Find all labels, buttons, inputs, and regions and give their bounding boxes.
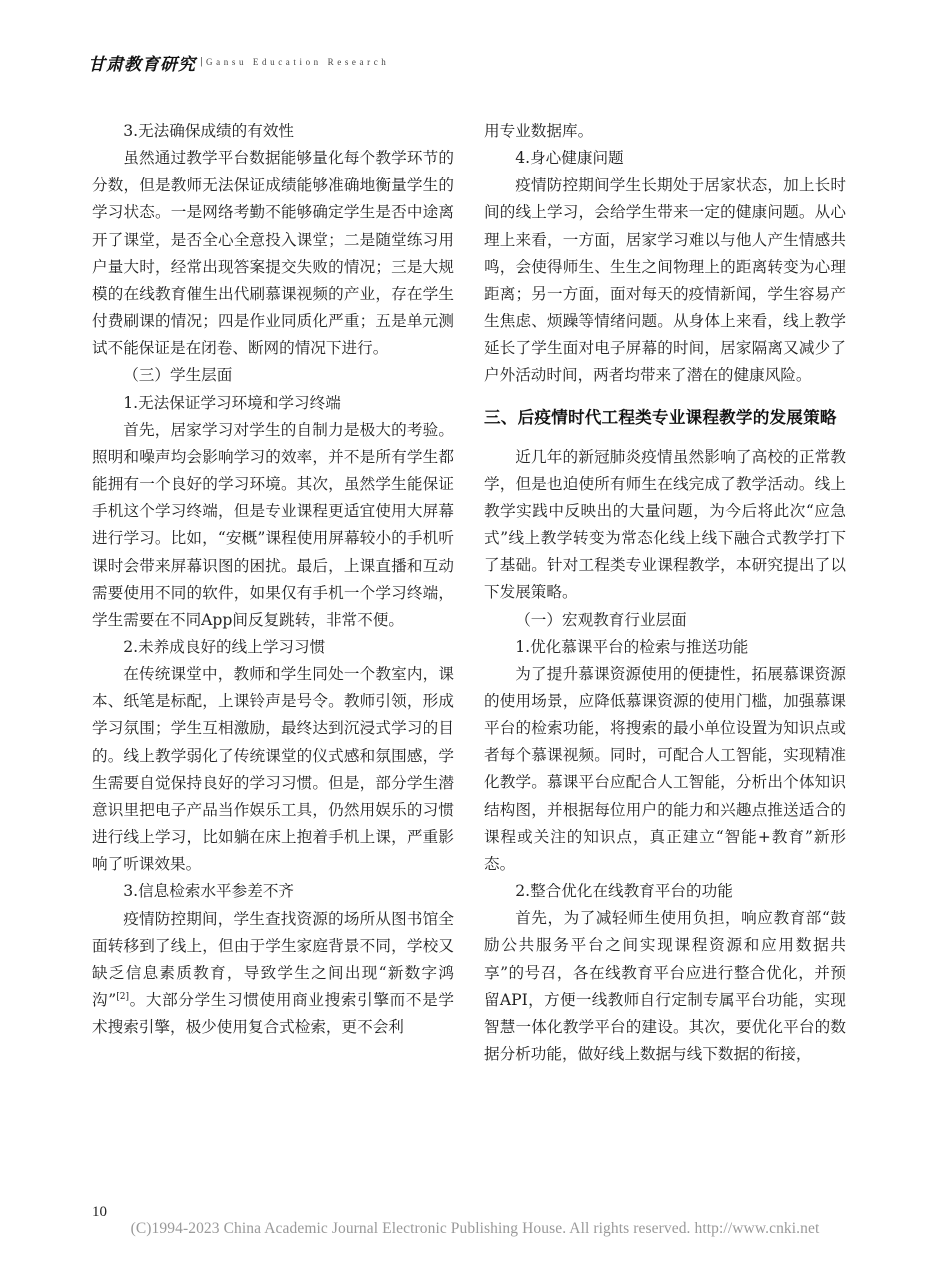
subheading-habits: 2.未养成良好的线上学习习惯: [123, 637, 326, 656]
paragraph-health: 疫情防控期间学生长期处于居家状态，加上长时间的线上学习，会给学生带来一定的健康问题。从心理上来看，一方面，居家学习难以与他人产生情感共鸣，会使得师生、生生之间物理上的距离转变为心理距离；另一方面，面对每天的疫情新闻，学生容易产生焦虑、烦躁等情绪问题。从身体上来看，线上教学延长了学生面对电子屏幕的时间，居家隔离又减少了户外活动时间，两者均带来了潜在的健康风险。: [484, 176, 846, 385]
citation-ref: [2]: [116, 991, 129, 1002]
paragraph-environment: 首先，居家学习对学生的自制力是极大的考验。照明和噪声均会影响学习的效率，并不是所有学生都能拥有一个良好的学习环境。其次，虽然学生能保证手机这个学习终端，但是专业课程更适宜使用大屏幕进行学习。比如，“安概”课程使用屏幕较小的手机听课时会带来屏幕识图的困扰。最后，上课直播和互动需要使用不同的软件，如果仅有手机一个学习终端，学生需要在不同App间反复跳转，非常不便。: [92, 420, 454, 629]
paragraph-retrieval: [92, 906, 454, 1042]
subsection-macro-level: （一）宏观教育行业层面: [515, 610, 687, 629]
paragraph-retrieval-part1: 疫情防控期间，学生查找资源的场所从图书馆全面转移到了线上，但由于学生家庭背景不同，学校又缺乏信息素质教育，导致学生之间出现“新数字鸿沟”: [92, 909, 454, 1009]
subheading-environment: 1.无法保证学习环境和学习终端: [123, 393, 341, 412]
running-header: [88, 50, 389, 74]
page-number: 10: [92, 1204, 107, 1220]
paragraph-retrieval-part2: 。大部分学生习惯使用商业搜索引擎而不是学术搜索引擎，极少使用复合式检索，更不会利: [92, 991, 454, 1037]
subheading-retrieval: 3.信息检索水平参差不齐: [123, 882, 295, 901]
paragraph-habits: 在传统课堂中，教师和学生同处一个教室内，课本、纸笔是标配，上课铃声是号令。教师引领，形成学习氛围；学生互相激励，最终达到沉浸式学习的目的。线上教学弱化了传统课堂的仪式感和氛围感，学生需要自觉保持良好的学习习惯。但是，部分学生潜意识里把电子产品当作娱乐工具，仍然用娱乐的习惯进行线上学习，比如躺在床上抱着手机上课，严重影响了听课效果。: [92, 665, 454, 874]
paragraph-platform-integration: 首先，为了减轻师生使用负担，响应教育部“鼓励公共服务平台之间实现课程资源和应用数据共享”的号召，各在线教育平台应进行整合优化，并预留API，方便一线教师自行定制专属平台功能，实现智慧一体化教学平台的建设。其次，要优化平台的数据分析功能，做好线上数据与线下数据的衔接，: [484, 909, 846, 1063]
right-column: [484, 118, 846, 1068]
paragraph-mooc-search: 为了提升慕课资源使用的便捷性，拓展慕课资源的使用场景，应降低慕课资源的使用门槛，加强慕课平台的检索功能，将搜索的最小单位设置为知识点或者每个慕课视频。同时，可配合人工智能，实现精准化教学。慕课平台应配合人工智能，分析出个体知识结构图，并根据每位用户的能力和兴趣点推送适合的课程或关注的知识点，真正建立“智能+教育”新形态。: [484, 664, 846, 873]
journal-title-cn: 甘肃教育研究: [88, 54, 196, 75]
subheading-platform-integration: 2.整合优化在线教育平台的功能: [515, 882, 733, 901]
subheading-grade-validity: 3.无法确保成绩的有效性: [123, 122, 295, 140]
paragraph-continued: 用专业数据库。: [484, 122, 594, 140]
section-heading-strategies: 三、后疫情时代工程类专业课程教学的发展策略: [484, 407, 837, 427]
subheading-health: 4.身心健康问题: [515, 149, 624, 168]
journal-title-en: Gansu Education Research: [206, 57, 390, 67]
paragraph-grade-validity: 虽然通过教学平台数据能够量化每个教学环节的分数，但是教师无法保证成绩能够准确地衡量学生的学习状态。一是网络考勤不能够确定学生是否中途离开了课堂，是否全心全意投入课堂；二是随堂练习用户量大时，经常出现答案提交失败的情况；三是大规模的在线教育催生出代刷慕课视频的产业，存在学生付费刷课的情况；四是作业同质化严重；五是单元测试不能保证是在闭卷、断网的情况下进行。: [92, 149, 454, 358]
copyright-notice: (C)1994-2023 China Academic Journal Electronic Publishing House. All rights reserved. http://www.cnki.net: [130, 1220, 820, 1237]
header-separator: |: [200, 57, 204, 67]
left-column: [92, 118, 454, 1041]
paragraph-strategies-intro: 近几年的新冠肺炎疫情虽然影响了高校的正常教学，但是也迫使所有师生在线完成了教学活动。线上教学实践中反映出的大量问题，为今后将此次“应急式”线上教学转变为常态化线上线下融合式教学打下了基础。针对工程类专业课程教学，本研究提出了以下发展策略。: [484, 447, 846, 602]
subheading-mooc-search: 1.优化慕课平台的检索与推送功能: [515, 637, 749, 656]
subsection-student-level: （三）学生层面: [123, 366, 233, 385]
